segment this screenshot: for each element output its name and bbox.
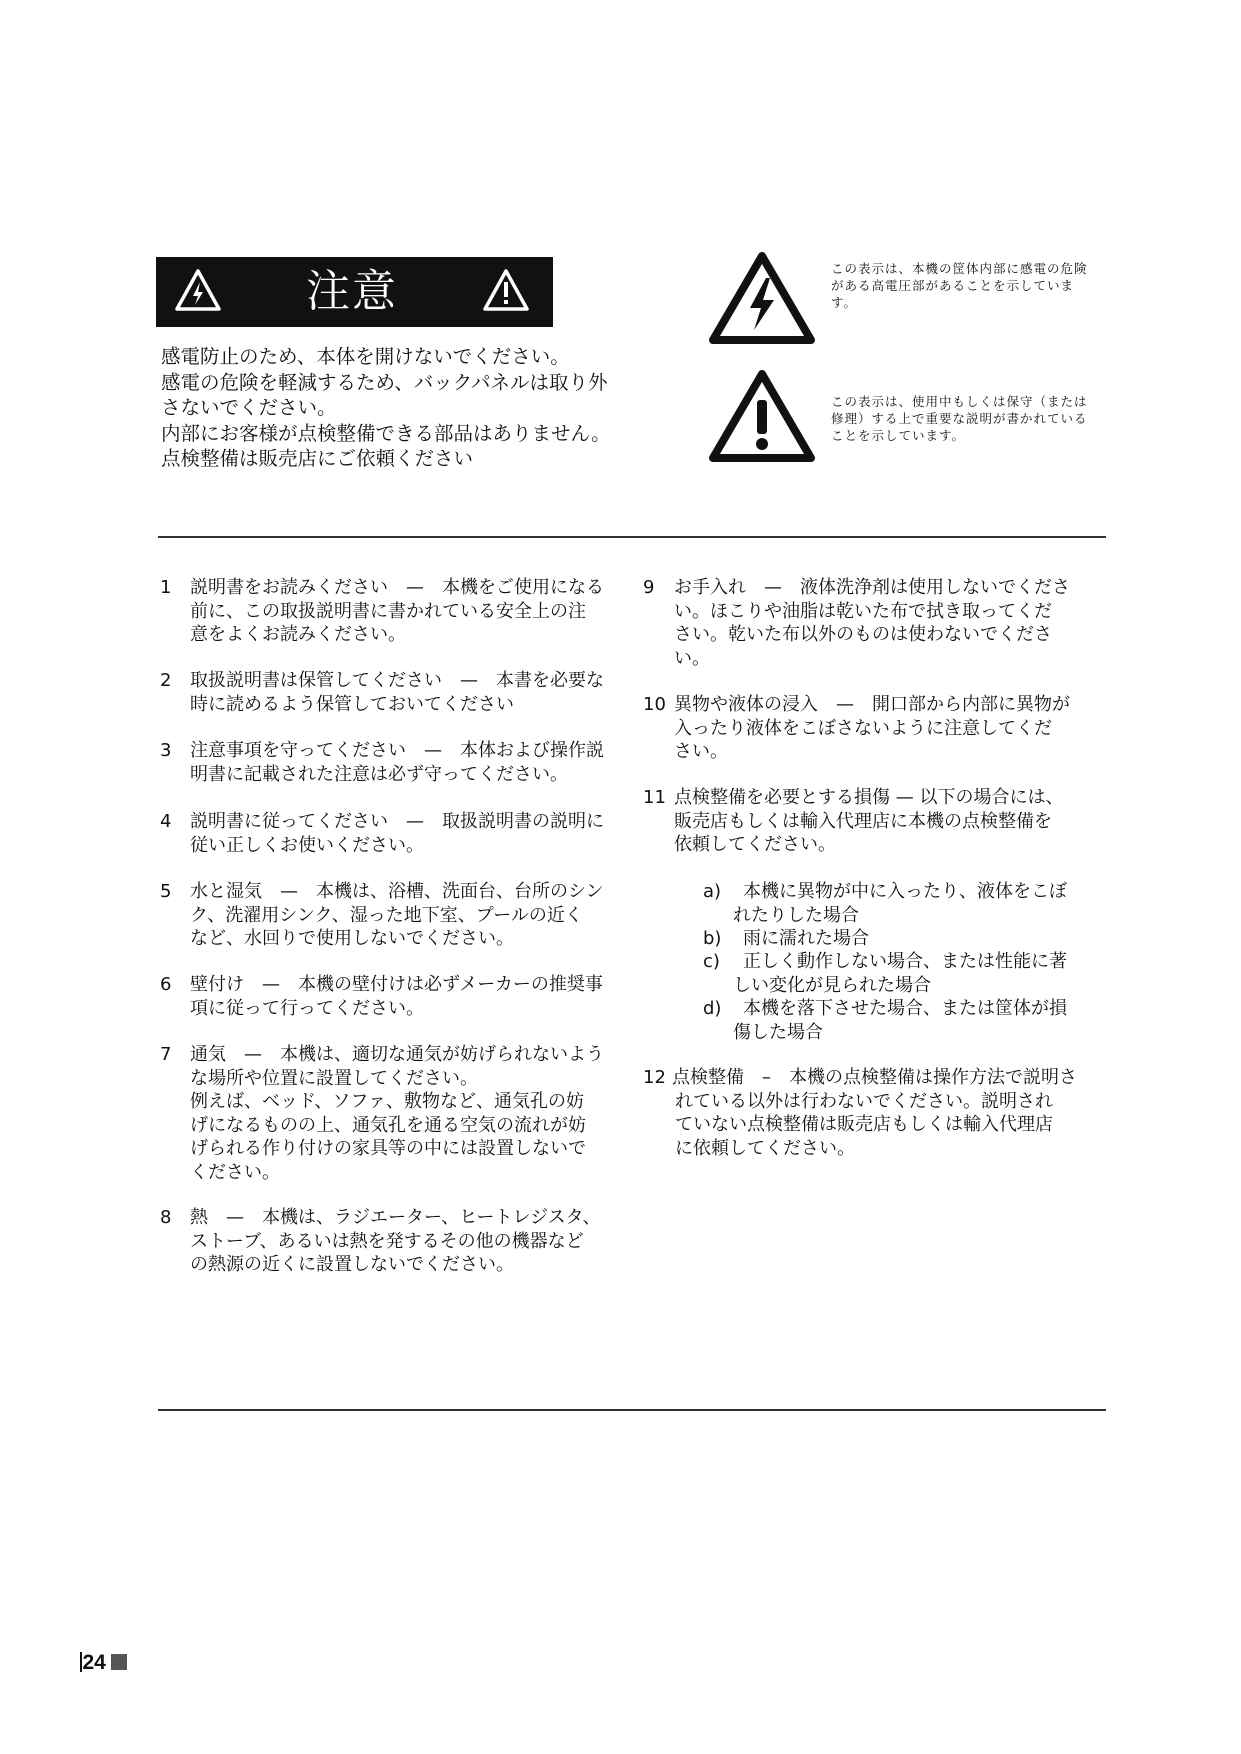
item-11-number: 11 (643, 787, 666, 808)
caution-line: 感電の危険を軽減するため、バックパネルは取り外 (161, 370, 608, 394)
page-number: 24 (80, 1652, 127, 1674)
page-marker-bar (80, 1652, 82, 1672)
item-10-number: 10 (643, 694, 666, 715)
exclamation-warning-icon (482, 268, 530, 312)
caution-text (161, 344, 661, 472)
caution-title: 注意 (306, 266, 398, 317)
divider (158, 536, 1106, 538)
caution-line: さないでください。 (161, 396, 337, 419)
exclamation-warning-icon (708, 368, 816, 464)
exclamation-symbol-caption: この表示は、使用中もしくは保守（または 修理）する上で重要な説明が書かれている ことを示しています。 (831, 394, 1088, 443)
caution-banner (156, 257, 553, 327)
page-marker-square (111, 1654, 127, 1670)
item-9-number: 9 (643, 577, 655, 598)
caution-line: 内部にお客様が点検整備できる部品はありません。 (161, 421, 611, 445)
item-12-number: 12 (643, 1067, 666, 1088)
lightning-symbol-caption: この表示は、本機の筐体内部に感電の危険 がある高電圧部があることを示していま す。 (831, 261, 1088, 310)
caution-line: 感電防止のため、本体を開けないでください。 (161, 345, 570, 368)
divider (158, 1409, 1106, 1411)
caution-line: 点検整備は販売店にご依頼ください (161, 447, 474, 470)
lightning-warning-icon (708, 250, 816, 346)
lightning-warning-icon (174, 268, 222, 312)
